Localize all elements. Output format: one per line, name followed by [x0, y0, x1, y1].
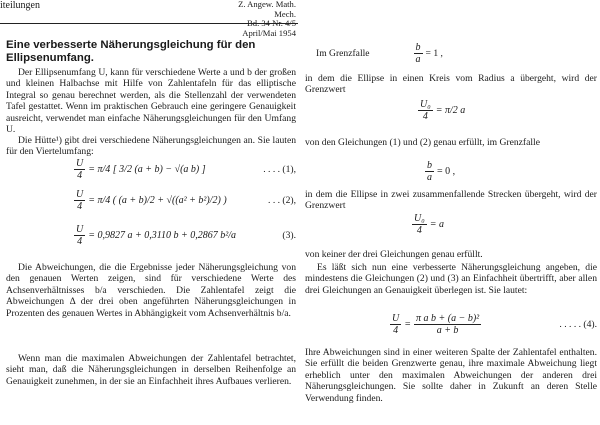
- limit2-fraction: $\frac{b}{a}$: [427, 160, 432, 183]
- paragraph-improved: Es läßt sich nun eine verbesserte Näherungsgleichung angeben, die mindestens die Gleichungen (2) und (3) an Einfachheit übertrifft, aber allen drei Gleichungen an Genauigkeit überlegen ist. Sie lautet:: [305, 262, 597, 296]
- paragraph-conclusion: Ihre Abweichungen sind in einer weiteren Spalte der Zahlentafel enthalten. Sie erfüllt die beiden Grenzwerte genau, ihre maximale Abweichung liegt erheblich unter den maximalen Abweichungen der anderen drei Näherungsgleichungen. Sie sollte daher in Zukunft an deren Stelle Verwendung finden.: [305, 347, 597, 404]
- limit1-prefix: Im Grenzfalle: [316, 47, 370, 59]
- limit2-suffix: = 0 ,: [437, 166, 456, 177]
- eq4-tag: . . . . . (4).: [559, 319, 597, 330]
- paragraph-fulfilled: von den Gleichungen (1) und (2) genau erfüllt, im Grenzfalle: [305, 137, 540, 148]
- header-rule: [0, 23, 298, 24]
- limit1-fraction: $\frac{b}{a}$: [415, 42, 421, 65]
- equation-1: [74, 158, 296, 181]
- limit-value-1-rhs: = π/2 a: [435, 105, 466, 116]
- paragraph-huette: Die Hütte¹) gibt drei verschiedene Näherungsgleichungen an. Sie lauten für den Viertelumfang:: [6, 135, 296, 158]
- eq2-rhs: = π/4 ( (a + b)/2 + √((a² + b²)/2) ): [88, 195, 227, 206]
- eq3-lhs: $\frac{U}{4}$: [76, 224, 84, 247]
- eq3-rhs: = 0,9827 a + 0,3110 b + 0,2867 b²/a: [88, 230, 237, 241]
- paragraph-maximal: Wenn man die maximalen Abweichungen der Zahlentafel betrachtet, sieht man, daß die Näherungsgleichungen in derselben Reihenfolge an Genauigkeit zunehmen, in der sie an Einfachheit ihres Aufbaues verlieren.: [6, 353, 296, 387]
- eq4-lhs: $\frac{U}{4}$: [392, 313, 400, 336]
- equation-3: [74, 224, 296, 247]
- paragraph-segments: in dem die Ellipse in zwei zusammenfallende Strecken übergeht, wird der Grenzwert: [305, 189, 597, 212]
- eq2-lhs: $\frac{U}{4}$: [76, 189, 84, 212]
- eq4-rhs: $\frac{\text{π a b + (a − b)²}}{a + b}$: [415, 313, 480, 336]
- eq3-tag: (3).: [282, 230, 296, 241]
- eq1-tag: . . . . (1),: [263, 164, 296, 175]
- limit1-suffix: = 1 ,: [425, 47, 443, 59]
- journal-name: Z. Angew. Math. Mech.: [238, 0, 296, 19]
- eq1-lhs: $\frac{U}{4}$: [76, 158, 84, 181]
- limit-value-1-lhs: $\frac{\text{U₀}}{4}$: [420, 99, 431, 122]
- limit-value-2-lhs: $\frac{\text{U₀}}{4}$: [414, 213, 425, 236]
- paragraph-intro: Der Ellipsenumfang U, kann für verschiedene Werte a und b der großen und kleinen Halbachse mit Hilfe von Zahlentafeln für das elliptische Integral so genau berechnet werden, als die Stellenzahl der verwendeten Tafel gestattet. Wenn im praktischen Gebrauch eine geringere Genauigkeit ausreicht, verwendet man einfache Näherungsgleichungen für den Umfang U.: [6, 67, 296, 136]
- limit-value-2-rhs: = a: [429, 219, 444, 230]
- limit-value-1: [418, 99, 465, 122]
- paragraph-deviations: Die Abweichungen, die die Ergebnisse jeder Näherungsgleichung von den genauen Werten zeigen, sind für verschiedene Werte des Achsenverhältnisses b/a verschieden. Die Zahlentafel zeigt die Abweichungen Δ der drei oben angeführten Näherungsgleichungen in Prozenten des genauen Wertes in Abhängigkeit vom Achsenverhältnis b/a.: [6, 262, 296, 319]
- eq1-rhs: = π/4 [ 3/2 (a + b) − √(a b) ]: [88, 164, 206, 175]
- paragraph-none-fulfilled: von keiner der drei Gleichungen genau erfüllt.: [305, 249, 483, 260]
- limit-value-2: [412, 213, 444, 236]
- eq2-tag: . . . (2),: [268, 195, 296, 206]
- running-head-right: [216, 0, 296, 38]
- article-title: Eine verbesserte Näherungsgleichung für den Ellipsenumfang.: [6, 39, 256, 64]
- eq4-equals: =: [404, 319, 411, 330]
- limit-case-2: [425, 160, 455, 183]
- journal-issue: Bd. 34 Nr. 4/5 April/Mai 1954: [242, 18, 296, 38]
- limit-case-1: [316, 42, 596, 65]
- equation-2: [74, 189, 296, 212]
- paragraph-circle: in dem die Ellipse in einen Kreis vom Radius a übergeht, wird der Grenzwert: [305, 73, 597, 96]
- running-head-left: iteilungen: [0, 0, 40, 11]
- equation-4: [390, 313, 597, 336]
